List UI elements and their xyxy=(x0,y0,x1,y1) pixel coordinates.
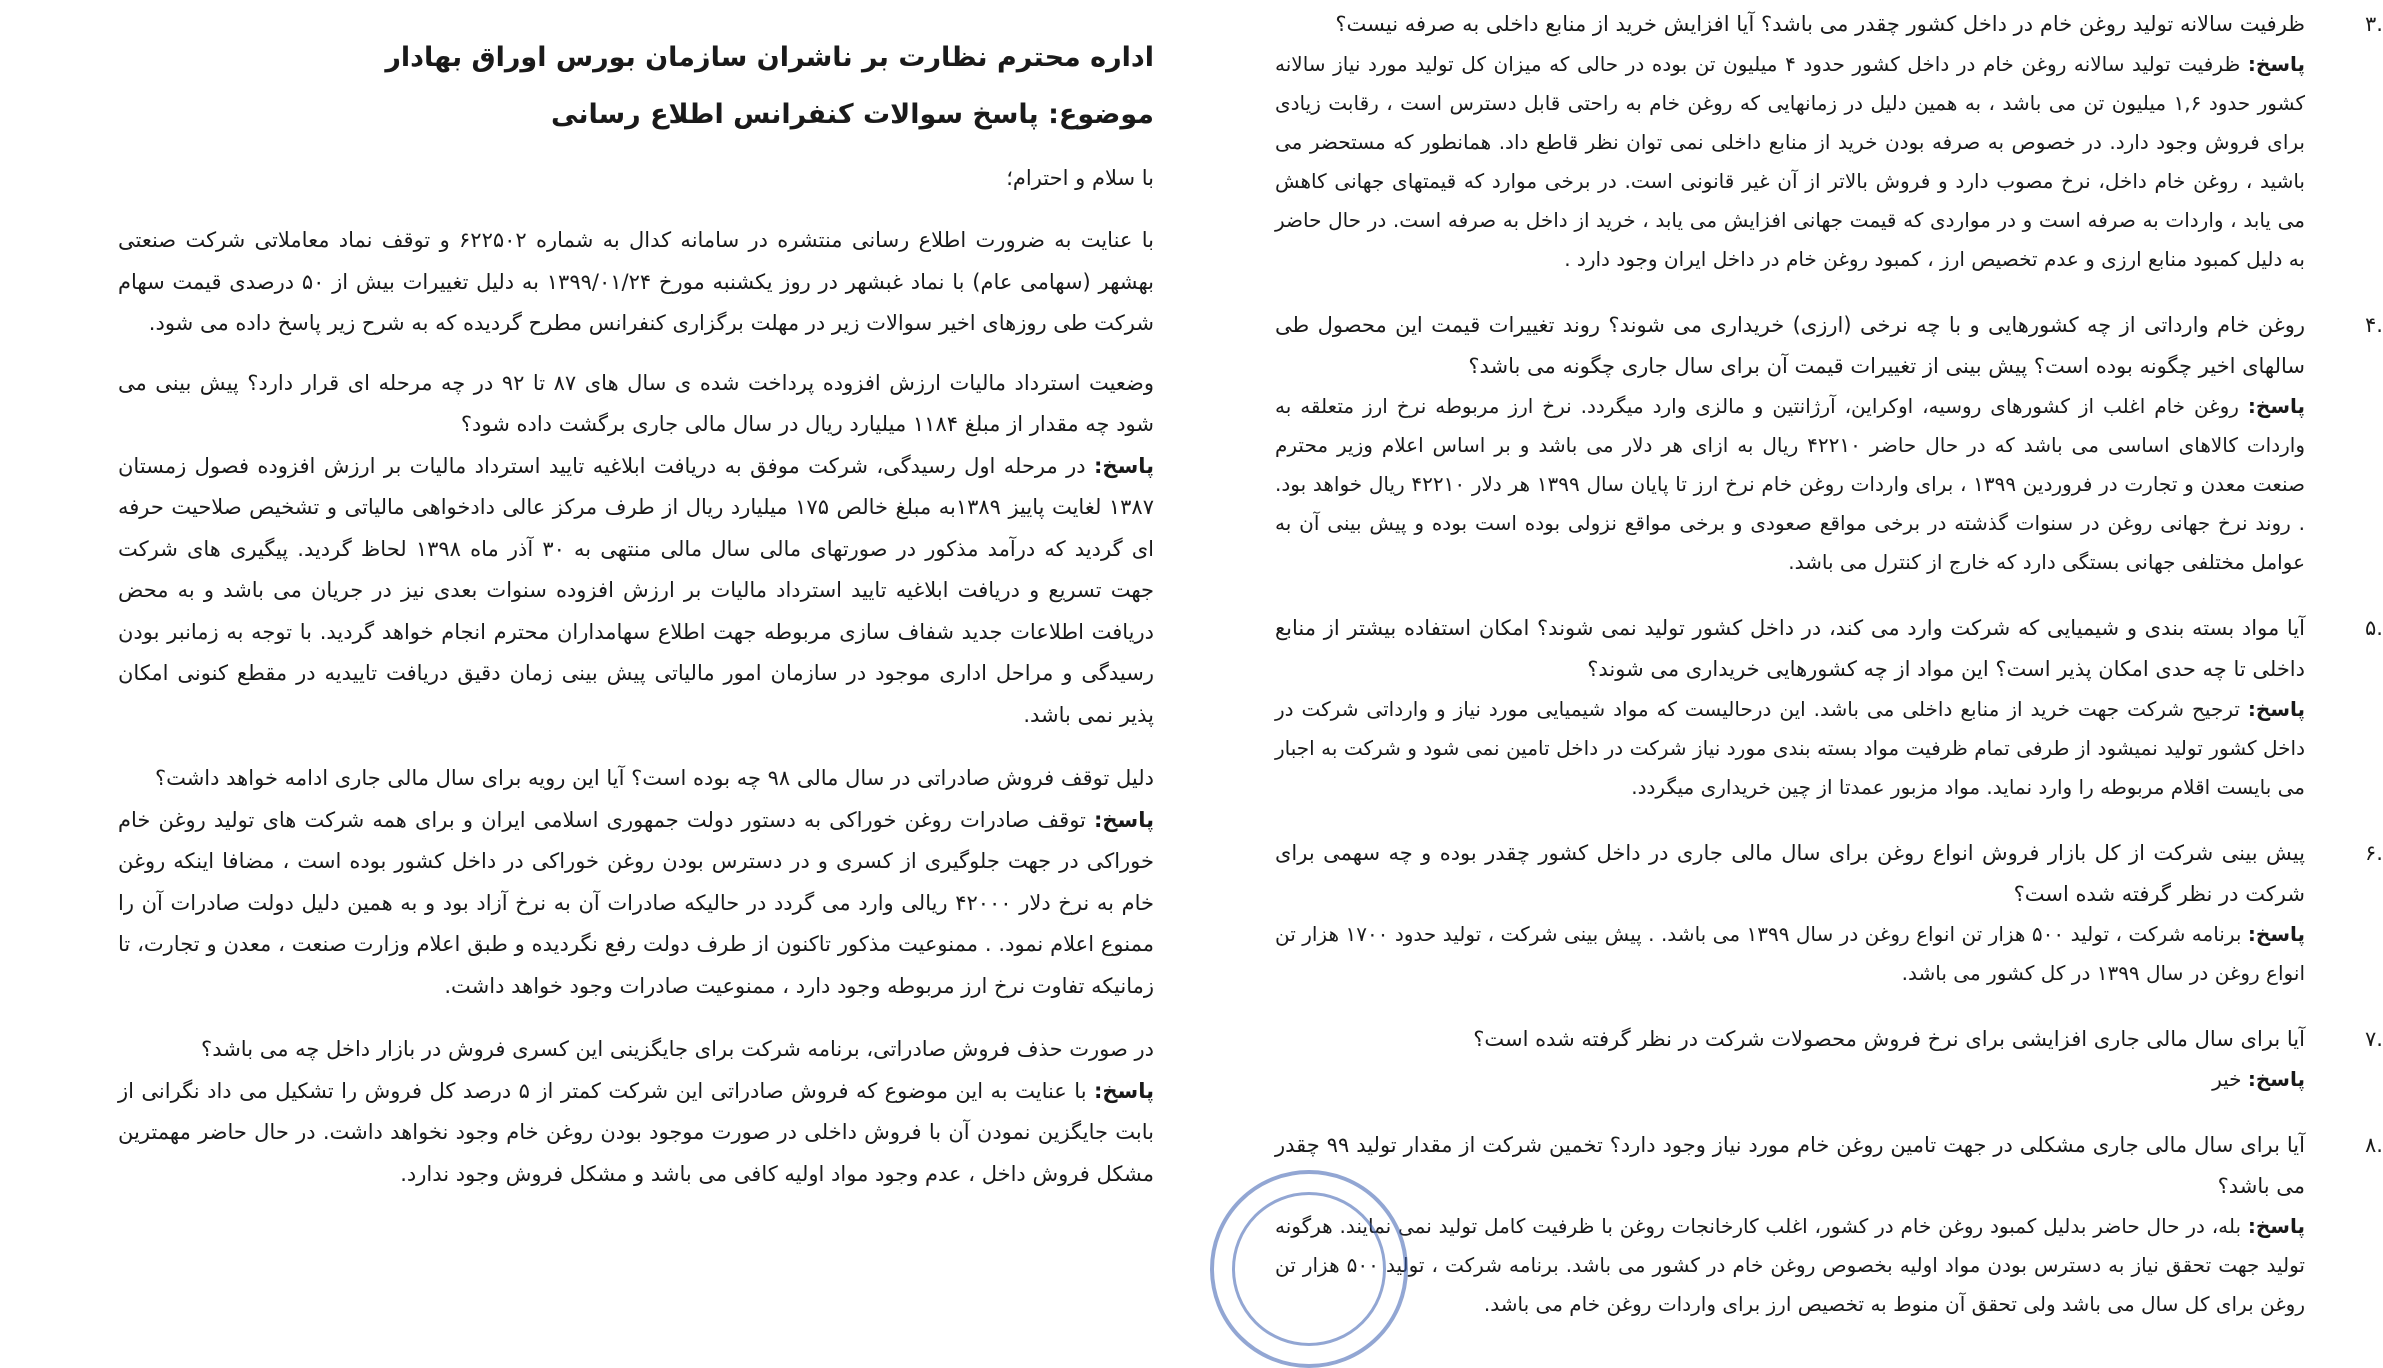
question-body: پیش بینی شرکت از کل بازار فروش انواع روغن برای سال مالی جاری در داخل کشور چقدر بوده و چه سهمی برای شرکت در نظر گرفته شده است؟ xyxy=(1275,841,2305,906)
question-body: روغن خام وارداتی از چه کشورهایی و با چه نرخی (ارزی) خریداری می شوند؟ روند تغییرات قیمت این محصول طی سالهای اخیر چگونه بوده است؟ پیش بینی از تغییرات قیمت آن برای سال جاری چگونه می باشد؟ xyxy=(1275,313,2305,378)
answer-text xyxy=(1275,690,2305,807)
question-text xyxy=(1275,1019,2383,1060)
question-text xyxy=(1275,1125,2383,1207)
answer-label: پاسخ: xyxy=(2247,52,2306,76)
answer-body: ترجیح شرکت جهت خرید از منابع داخلی می باشد. این درحالیست که مواد شیمیایی مورد نیاز و وارداتی شرکت در داخل کشور تولید نمیشود از طرفی تمام ظرفیت مواد بسته بندی مورد نیاز شرکت در داخل تامین نمی شود و شرکت به اجبار می بایست اقلام مربوطه را وارد نماید. مواد مزبور عمدتا از چین خریداری میگردد. xyxy=(1275,697,2305,799)
answer-body: با عنایت به این موضوع که فروش صادراتی این شرکت کمتر از ۵ درصد کل فروش را تشکیل می داد نگرانی از بابت جایگزین نمودن آن با فروش داخلی در صورت موجود بودن روغن خام وجود نخواهد داشت. در حال حاضر مهمترین مشکل فروش داخل ، عدم وجود مواد اولیه کافی می باشد و مشکل فروش وجود ندارد. xyxy=(118,1078,1154,1186)
question-item-5 xyxy=(1275,608,2383,807)
answer-label: پاسخ: xyxy=(2247,922,2306,946)
right-column xyxy=(1275,0,2383,1316)
answer-text xyxy=(1275,1060,2305,1099)
answer-label: پاسخ: xyxy=(2247,1214,2305,1238)
intro-paragraph: با عنایت به ضرورت اطلاع رسانی منتشره در سامانه کدال به شماره ۶۲۲۵۰۲ و توقف نماد معاملاتی شرکت صنعتی بهشهر (سهامی عام) با نماد غبشهر در روز یکشنبه مورخ ۱۳۹۹/۰۱/۲۴ به دلیل تغییرات بیش از ۵۰ درصدی قیمت سهام شرکت طی روزهای اخیر سوالات زیر در مهلت برگزاری کنفرانس مطرح گردیده که به شرح زیر پاسخ داده می شود. xyxy=(118,228,1155,335)
question-item-7 xyxy=(1275,1019,2383,1099)
question-number: ۳. xyxy=(2365,12,2383,36)
answer-text xyxy=(118,446,1154,737)
question-text xyxy=(1275,833,2383,915)
answer-text xyxy=(118,1071,1154,1196)
answer-text xyxy=(118,800,1154,1008)
question-body: آیا برای سال مالی جاری افزایشی برای نرخ فروش محصولات شرکت در نظر گرفته شده است؟ xyxy=(1473,1027,2305,1051)
left-question-block-2 xyxy=(118,758,1154,1007)
question-item-8 xyxy=(1275,1125,2383,1324)
left-question-block-3 xyxy=(118,1029,1154,1195)
question-item-6 xyxy=(1275,833,2383,993)
answer-text xyxy=(1275,915,2305,993)
question-text xyxy=(1275,608,2383,690)
question-text: در صورت حذف فروش صادراتی، برنامه شرکت برای جایگزینی این کسری فروش در بازار داخل چه می باشد؟ xyxy=(201,1037,1154,1061)
left-question-block-1 xyxy=(118,363,1154,737)
question-text xyxy=(1275,4,2383,45)
letter-heading: اداره محترم نظارت بر ناشران سازمان بورس اوراق بهادار xyxy=(385,42,1154,73)
question-text xyxy=(1275,305,2383,387)
question-item-3 xyxy=(1275,4,2383,279)
question-number: ۸. xyxy=(2365,1133,2383,1157)
letter-greeting: با سلام و احترام؛ xyxy=(1006,166,1154,190)
answer-body: توقف صادرات روغن خوراکی به دستور دولت جمهوری اسلامی ایران و برای همه شرکت های تولید روغن خام خوراکی در جهت جلوگیری از کسری و در دسترس بودن روغن خوراکی در داخل کشور بوده است ، مضافا اینکه روغن خام به نرخ دلار ۴۲۰۰۰ ریالی وارد می گردد در حالیکه صادرات آن به نرخ آزاد بود و به همین دلیل دولت صادرات آن را ممنوع اعلام نمود. . ممنوعیت مذکور تاکنون از طرف دولت رفع نگردیده و طبق اعلام وزارت صنعت ، معدن و تجارت، تا زمانیکه تفاوت نرخ ارز مربوطه وجود دارد ، ممنوعیت صادرات وجود خواهد داشت. xyxy=(118,807,1154,998)
question-number: ۵. xyxy=(2365,616,2383,640)
question-body: آیا مواد بسته بندی و شیمیایی که شرکت وارد می کند، در داخل کشور تولید نمی شوند؟ امکان استفاده بیشتر از منابع داخلی تا چه حدی امکان پذیر است؟ این مواد از چه کشورهایی خریداری می شوند؟ xyxy=(1275,616,2305,681)
answer-label: پاسخ: xyxy=(1094,807,1154,832)
question-number: ۶. xyxy=(2365,841,2383,865)
question-body: آیا برای سال مالی جاری مشکلی در جهت تامین روغن خام مورد نیاز وجود دارد؟ تخمین شرکت از مقدار تولید ۹۹ چقدر می باشد؟ xyxy=(1275,1133,2305,1198)
answer-body: خیر xyxy=(2212,1067,2242,1091)
question-text: وضعیت استرداد مالیات ارزش افزوده پرداخت شده ی سال های ۸۷ تا ۹۲ در چه مرحله ای قرار دارد؟ پیش بینی می شود چه مقدار از مبلغ ۱۱۸۴ میلیارد ریال در سال مالی جاری برگشت داده شود؟ xyxy=(118,370,1155,436)
answer-body: ظرفیت تولید سالانه روغن خام در داخل کشور حدود ۴ میلیون تن بوده در حالی که میزان کل تولید مورد نیاز سالانه کشور حدود ۱,۶ میلیون تن می باشد ، به همین دلیل در زمانهایی که روغن خام به راحتی قابل دسترس است ، رقابت زیادی برای فروش وجود دارد. در خصوص به صرفه بودن خرید از منابع داخلی نمی توان نظر قاطع داد. همانطور که مستحضر می باشید ، روغن خام داخل، نرخ مصوب دارد و فروش بالاتر از آن غیر قانونی است. در برخی موارد که قیمتهای جهانی کاهش می یابد ، واردات به صرفه است و در مواردی که قیمت جهانی افزایش می یابد ، خرید از داخل به صرفه است. در حال حاضر به دلیل کمبود منابع ارزی و عدم تخصیص ارز ، کمبود روغن خام در داخل ایران وجود دارد . xyxy=(1275,52,2306,271)
letter-subject: موضوع: پاسخ سوالات کنفرانس اطلاع رسانی xyxy=(551,99,1154,130)
answer-text xyxy=(1275,45,2305,279)
question-text: دلیل توقف فروش صادراتی در سال مالی ۹۸ چه بوده است؟ آیا این رویه برای سال مالی جاری ادامه خواهد داشت؟ xyxy=(154,766,1154,790)
answer-label: پاسخ: xyxy=(1094,1078,1154,1103)
answer-text xyxy=(1275,1207,2305,1324)
answer-text xyxy=(1275,387,2305,582)
answer-label: پاسخ: xyxy=(1094,453,1154,478)
answer-body: در مرحله اول رسیدگی، شرکت موفق به دریافت ابلاغیه تایید استرداد مالیات بر ارزش افزوده فصول زمستان ۱۳۸۷ لغایت پاییز ۱۳۸۹به مبلغ خالص ۱۷۵ میلیارد ریال از طرف مرکز عالی دادخواهی مالیاتی و تشخیص صلاحیت حرفه ای گردید که درآمد مذکور در صورتهای مالی سال مالی منتهی به ۳۰ آذر ماه ۱۳۹۸ لحاظ گردید. پیگیری های شرکت جهت تسریع و دریافت ابلاغیه تایید استرداد مالیات بر ارزش افزوده سنوات بعدی نیز در جریان می باشد و به محض دریافت اطلاعات جدید شفاف سازی مربوطه جهت اطلاع سهامداران محترم انجام خواهد گردید. با توجه به زمانبر بودن رسیدگی و مراحل اداری موجود در سازمان امور مالیاتی پیش بینی زمان دقیق دریافت تاییدیه در مقطع کنونی امکان پذیر نمی باشد. xyxy=(118,453,1154,727)
answer-body: برنامه شرکت ، تولید ۵۰۰ هزار تن انواع روغن در سال ۱۳۹۹ می باشد. . پیش بینی شرکت ، تولید حدود ۱۷۰۰ هزار تن انواع روغن در سال ۱۳۹۹ در کل کشور می باشد. xyxy=(1275,922,2305,985)
question-number: ۴. xyxy=(2365,313,2383,337)
answer-label: پاسخ: xyxy=(2247,1067,2305,1091)
left-column xyxy=(118,0,1154,1280)
answer-label: پاسخ: xyxy=(2247,697,2306,721)
question-number: ۷. xyxy=(2365,1027,2383,1051)
answer-label: پاسخ: xyxy=(2247,394,2306,418)
seal-stamp-icon xyxy=(1210,1170,1408,1368)
answer-body: روغن خام اغلب از کشورهای روسیه، اوکراین، آرژانتین و مالزی وارد میگردد. نرخ ارز مربوطه نرخ ارز متعلقه به واردات کالاهای اساسی می باشد که در حال حاضر ۴۲۲۱۰ ریال به ازای هر دلار می باشد و بر اساس اعلام وزیر محترم صنعت معدن و تجارت در فروردین ۱۳۹۹ ، برای واردات روغن خام نرخ ارز تا پایان سال ۱۳۹۹ هر دلار ۴۲۲۱۰ ریال خواهد بود. . روند نرخ جهانی روغن در سنوات گذشته در برخی مواقع صعودی و برخی مواقع نزولی بوده است بوده و پیش بینی آن به عوامل مختلفی جهانی بستگی دارد که خارج از کنترل می باشد. xyxy=(1275,394,2306,574)
question-body: ظرفیت سالانه تولید روغن خام در داخل کشور چقدر می باشد؟ آیا افزایش خرید از منابع داخلی به صرفه نیست؟ xyxy=(1335,12,2305,36)
question-item-4 xyxy=(1275,305,2383,582)
answer-body: بله، در حال حاضر بدلیل کمبود روغن خام در کشور، اغلب کارخانجات روغن با ظرفیت کامل تولید نمی نمایند. هرگونه تولید جهت تحقق نیاز به دسترس بودن مواد اولیه بخصوص روغن خام در کشور می باشد. برنامه شرکت ، تولید ۵۰۰ هزار تن روغن برای کل سال می باشد ولی تحقق آن منوط به تخصیص ارز برای واردات روغن خام می باشد. xyxy=(1275,1214,2305,1316)
